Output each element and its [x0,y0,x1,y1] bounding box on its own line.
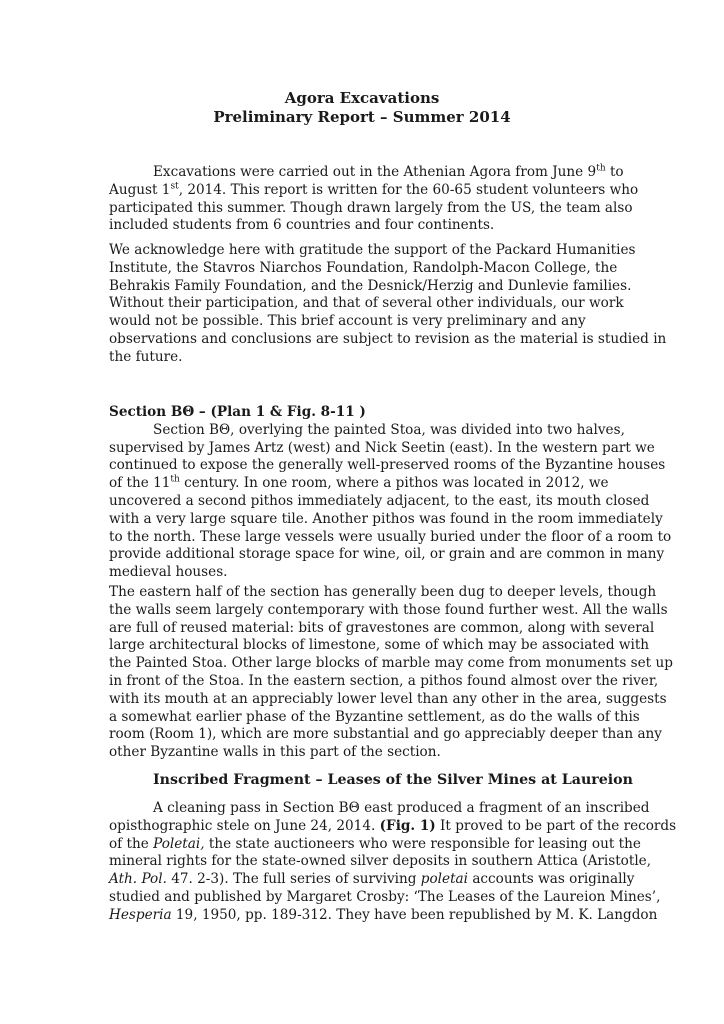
text-line: medieval houses. [109,564,228,581]
text-line: would not be possible. This brief account is very preliminary and any [109,313,586,330]
text-line: A cleaning pass in Section BΘ east produced a fragment of an inscribed [153,800,650,816]
text-line: opisthographic stele on June 24, 2014. (Fig. 1) It proved to be part of the records [109,817,677,834]
report-subtitle: Preliminary Report – Summer 2014 [213,108,511,126]
text-line: with its mouth at an appreciably lower level than any other in the area, suggests [109,690,667,707]
figure-reference: (Fig. 1) [379,817,436,834]
text-line: with a very large square tile. Another pithos was found in the room immediately [109,510,663,527]
intro-paragraph [109,163,639,235]
text-line: participated this summer. Though drawn largely from the US, the team also [109,199,633,216]
text-line: Hesperia 19, 1950, pp. 189-312. They have been republished by M. K. Langdon [109,906,658,923]
text-line: a somewhat earlier phase of the Byzantine settlement, as do the walls of this [109,708,640,725]
report-title: Agora Excavations [284,89,440,107]
text-line: Behrakis Family Foundation, and the Desnick/Herzig and Dunlevie families. [109,277,632,294]
text-line: room (Room 1), which are more substantial and go appreciably deeper than any [109,726,662,743]
text-line: large architectural blocks of limestone, some of which may be associated with [109,637,650,654]
subsection-heading: Inscribed Fragment – Leases of the Silver Mines at Laureion [153,772,633,788]
text-line: supervised by James Artz (west) and Nick Seetin (east). In the western part we [109,439,655,456]
section-b-theta [109,404,672,582]
acknowledgement-paragraph [109,242,667,367]
inscribed-paragraph [109,800,677,925]
text-line: August 1st, 2014. This report is written for the 60-65 student volunteers who [109,181,639,198]
text-line: are full of reused material: bits of gravestones are common, along with several [109,619,655,636]
text-line: Section BΘ, overlying the painted Stoa, was divided into two halves, [153,421,625,438]
text-line: the future. [109,348,183,365]
text-line: in front of the Stoa. In the eastern section, a pithos found almost over the river, [109,672,659,689]
text-line: of the 11th century. In one room, where a pithos was located in 2012, we [109,474,609,492]
text-line: We acknowledge here with gratitude the support of the Packard Humanities [109,242,636,258]
text-line: the walls seem largely contemporary with those found further west. All the walls [109,601,668,618]
section-paragraph-2 [109,584,673,762]
text-line: other Byzantine walls in this part of the section. [109,744,441,761]
text-line: continued to expose the generally well-preserved rooms of the Byzantine houses [109,457,666,474]
text-line: Institute, the Stavros Niarchos Foundation, Randolph-Macon College, the [109,259,618,276]
text-line: Excavations were carried out in the Athenian Agora from June 9th to [153,163,624,180]
text-line: included students from 6 countries and four continents. [109,217,495,234]
section-heading: Section BΘ – (Plan 1 & Fig. 8-11 ) [109,404,366,420]
text-line: of the Poletai, the state auctioneers who were responsible for leasing out the [109,835,641,852]
text-line: the Painted Stoa. Other large blocks of marble may come from monuments set up [109,655,673,672]
text-line: mineral rights for the state-owned silver deposits in southern Attica (Aristotle, [109,853,652,870]
text-line: Ath. Pol. 47. 2-3). The full series of surviving poletai accounts was originally [109,871,635,888]
text-line: to the north. These large vessels were usually buried under the floor of a room to [109,528,672,545]
text-line: studied and published by Margaret Crosby: ‘The Leases of the Laureion Mines’, [109,888,661,905]
text-line: Without their participation, and that of several other individuals, our work [109,295,624,312]
text-line: provide additional storage space for wine, oil, or grain and are common in many [109,546,665,563]
text-line: The eastern half of the section has generally been dug to deeper levels, though [109,584,657,600]
text-line: uncovered a second pithos immediately adjacent, to the east, its mouth closed [109,492,650,509]
text-line: observations and conclusions are subject to revision as the material is studied in [109,330,667,347]
